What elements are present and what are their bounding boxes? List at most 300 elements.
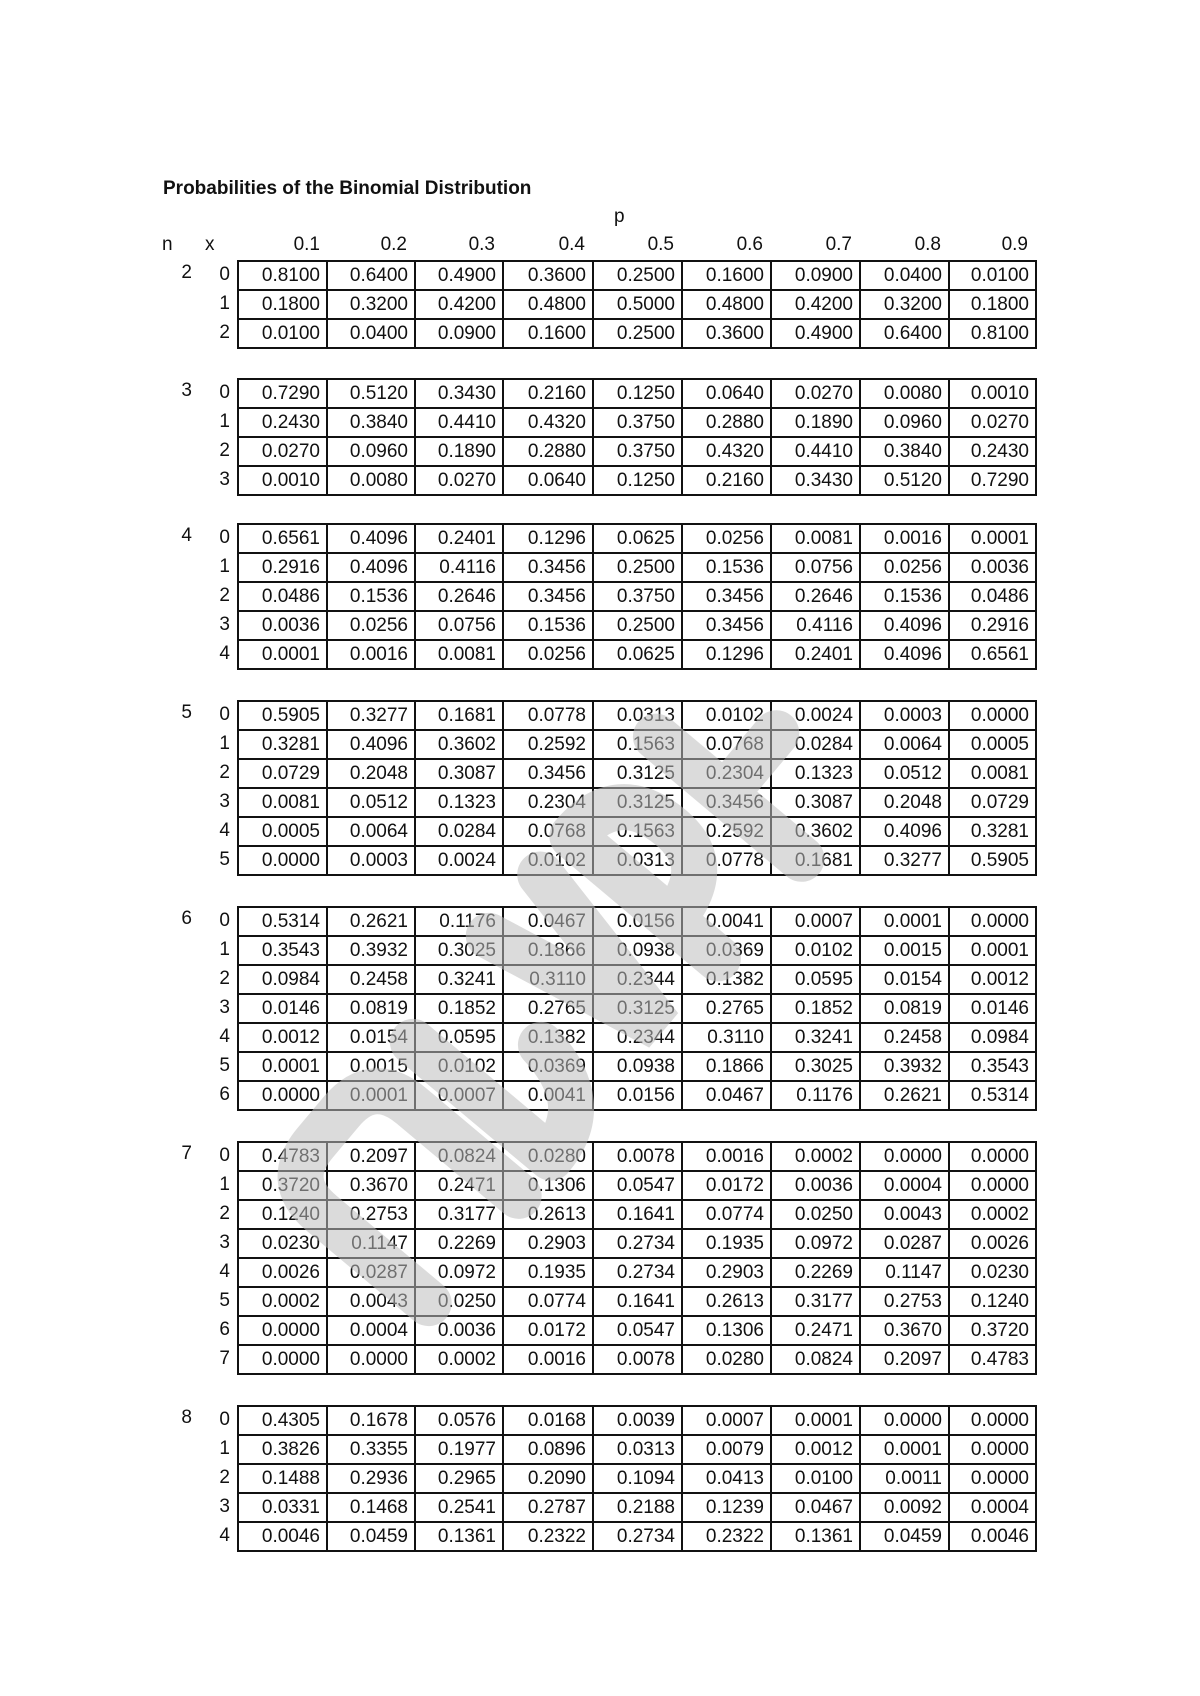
probability-cell: 0.2592 xyxy=(503,730,593,759)
probability-cell: 0.0001 xyxy=(860,907,949,936)
table-row xyxy=(238,936,1036,965)
probability-cell: 0.3670 xyxy=(327,1171,415,1200)
x-label: 1 xyxy=(219,1174,230,1195)
probability-cell: 0.2880 xyxy=(682,408,771,437)
probability-cell: 0.0000 xyxy=(949,1171,1036,1200)
probability-cell: 0.1176 xyxy=(771,1081,860,1110)
n-label: 2 xyxy=(181,262,192,283)
probability-cell: 0.0026 xyxy=(238,1258,327,1287)
probability-cell: 0.2471 xyxy=(415,1171,503,1200)
probability-cell: 0.0041 xyxy=(682,907,771,936)
probability-cell: 0.0287 xyxy=(860,1229,949,1258)
probability-cell: 0.1800 xyxy=(238,290,327,319)
n-label: 7 xyxy=(181,1143,192,1164)
x-label: 4 xyxy=(219,1261,230,1282)
probability-cell: 0.0092 xyxy=(860,1493,949,1522)
table-row xyxy=(238,730,1036,759)
probability-cell: 0.0007 xyxy=(771,907,860,936)
x-label: 1 xyxy=(219,733,230,754)
x-label: 4 xyxy=(219,820,230,841)
x-label: 2 xyxy=(219,585,230,606)
probability-cell: 0.3456 xyxy=(682,788,771,817)
probability-cell: 0.0172 xyxy=(503,1316,593,1345)
probability-cell: 0.1323 xyxy=(771,759,860,788)
probability-cell: 0.0010 xyxy=(238,466,327,495)
probability-cell: 0.0313 xyxy=(593,846,682,875)
n-label: 3 xyxy=(181,380,192,401)
probability-cell: 0.0000 xyxy=(949,907,1036,936)
probability-cell: 0.2646 xyxy=(771,582,860,611)
probability-cell: 0.0015 xyxy=(860,936,949,965)
table-row xyxy=(238,1406,1036,1435)
probability-cell: 0.2430 xyxy=(238,408,327,437)
probability-cell: 0.0000 xyxy=(238,1316,327,1345)
probability-cell: 0.0102 xyxy=(771,936,860,965)
probability-cell: 0.3281 xyxy=(238,730,327,759)
probability-cell: 0.2500 xyxy=(593,261,682,290)
probability-cell: 0.0625 xyxy=(593,640,682,669)
probability-cell: 0.3543 xyxy=(949,1052,1036,1081)
probability-table xyxy=(237,260,1037,349)
probability-cell: 0.0768 xyxy=(503,817,593,846)
p-header-0.1: 0.1 xyxy=(293,234,320,255)
probability-cell: 0.0900 xyxy=(771,261,860,290)
probability-table xyxy=(237,378,1037,496)
x-label: 0 xyxy=(219,382,230,403)
probability-cell: 0.4116 xyxy=(415,553,503,582)
probability-table xyxy=(237,906,1037,1111)
p-axis-label: p xyxy=(614,206,625,227)
probability-cell: 0.0000 xyxy=(860,1406,949,1435)
probability-cell: 0.5000 xyxy=(593,290,682,319)
probability-cell: 0.1147 xyxy=(327,1229,415,1258)
p-header-0.3: 0.3 xyxy=(468,234,495,255)
probability-table xyxy=(237,1405,1037,1552)
probability-cell: 0.0778 xyxy=(503,701,593,730)
probability-table xyxy=(237,1141,1037,1375)
probability-cell: 0.0756 xyxy=(771,553,860,582)
probability-cell: 0.3430 xyxy=(771,466,860,495)
probability-cell: 0.5120 xyxy=(327,379,415,408)
probability-cell: 0.0625 xyxy=(593,524,682,553)
probability-cell: 0.2613 xyxy=(503,1200,593,1229)
probability-cell: 0.2344 xyxy=(593,1023,682,1052)
x-label: 0 xyxy=(219,264,230,285)
probability-cell: 0.0102 xyxy=(503,846,593,875)
probability-cell: 0.2458 xyxy=(327,965,415,994)
probability-cell: 0.1176 xyxy=(415,907,503,936)
probability-cell: 0.1641 xyxy=(593,1200,682,1229)
probability-cell: 0.3125 xyxy=(593,759,682,788)
p-header-0.4: 0.4 xyxy=(558,234,585,255)
x-label: 1 xyxy=(219,1438,230,1459)
table-row xyxy=(238,379,1036,408)
probability-cell: 0.5905 xyxy=(238,701,327,730)
probability-cell: 0.3087 xyxy=(415,759,503,788)
probability-cell: 0.0016 xyxy=(327,640,415,669)
probability-cell: 0.0000 xyxy=(238,1081,327,1110)
probability-cell: 0.1382 xyxy=(503,1023,593,1052)
table-row xyxy=(238,788,1036,817)
p-header-0.9: 0.9 xyxy=(1001,234,1028,255)
probability-cell: 0.0007 xyxy=(415,1081,503,1110)
probability-cell: 0.0000 xyxy=(949,1406,1036,1435)
probability-cell: 0.0100 xyxy=(771,1464,860,1493)
x-label: 3 xyxy=(219,469,230,490)
probability-cell: 0.0081 xyxy=(238,788,327,817)
probability-cell: 0.4200 xyxy=(415,290,503,319)
probability-cell: 0.1296 xyxy=(682,640,771,669)
probability-cell: 0.0081 xyxy=(949,759,1036,788)
probability-cell: 0.3600 xyxy=(682,319,771,348)
probability-cell: 0.0043 xyxy=(327,1287,415,1316)
probability-cell: 0.0146 xyxy=(238,994,327,1023)
probability-cell: 0.0010 xyxy=(949,379,1036,408)
probability-cell: 0.2916 xyxy=(238,553,327,582)
probability-cell: 0.1600 xyxy=(682,261,771,290)
probability-cell: 0.0156 xyxy=(593,1081,682,1110)
table-row xyxy=(238,1171,1036,1200)
probability-cell: 0.1323 xyxy=(415,788,503,817)
probability-cell: 0.8100 xyxy=(238,261,327,290)
x-label: 1 xyxy=(219,293,230,314)
probability-cell: 0.0256 xyxy=(682,524,771,553)
probability-cell: 0.2753 xyxy=(860,1287,949,1316)
probability-cell: 0.2097 xyxy=(860,1345,949,1374)
x-label: 3 xyxy=(219,791,230,812)
probability-cell: 0.1563 xyxy=(593,817,682,846)
probability-cell: 0.6561 xyxy=(238,524,327,553)
table-row xyxy=(238,437,1036,466)
table-row xyxy=(238,408,1036,437)
probability-cell: 0.3241 xyxy=(771,1023,860,1052)
probability-cell: 0.1935 xyxy=(503,1258,593,1287)
x-label: 0 xyxy=(219,527,230,548)
probability-cell: 0.0016 xyxy=(682,1142,771,1171)
probability-cell: 0.2500 xyxy=(593,319,682,348)
probability-cell: 0.0369 xyxy=(503,1052,593,1081)
probability-cell: 0.0576 xyxy=(415,1406,503,1435)
probability-cell: 0.3241 xyxy=(415,965,503,994)
probability-cell: 0.2097 xyxy=(327,1142,415,1171)
probability-cell: 0.0960 xyxy=(860,408,949,437)
probability-cell: 0.4320 xyxy=(682,437,771,466)
probability-cell: 0.0972 xyxy=(771,1229,860,1258)
probability-cell: 0.5120 xyxy=(860,466,949,495)
x-label: 2 xyxy=(219,762,230,783)
probability-cell: 0.0026 xyxy=(949,1229,1036,1258)
probability-cell: 0.6400 xyxy=(327,261,415,290)
probability-cell: 0.0102 xyxy=(682,701,771,730)
n-label: 5 xyxy=(181,702,192,723)
probability-cell: 0.1563 xyxy=(593,730,682,759)
probability-cell: 0.0024 xyxy=(415,846,503,875)
probability-cell: 0.4320 xyxy=(503,408,593,437)
probability-cell: 0.0313 xyxy=(593,1435,682,1464)
probability-cell: 0.0256 xyxy=(503,640,593,669)
probability-cell: 0.1488 xyxy=(238,1464,327,1493)
n-label: 4 xyxy=(181,525,192,546)
probability-cell: 0.3456 xyxy=(682,611,771,640)
probability-cell: 0.1536 xyxy=(503,611,593,640)
probability-cell: 0.0079 xyxy=(682,1435,771,1464)
probability-cell: 0.0824 xyxy=(771,1345,860,1374)
probability-cell: 0.0512 xyxy=(327,788,415,817)
probability-cell: 0.3932 xyxy=(860,1052,949,1081)
probability-cell: 0.0000 xyxy=(238,846,327,875)
probability-cell: 0.0080 xyxy=(860,379,949,408)
probability-cell: 0.2322 xyxy=(682,1522,771,1551)
probability-cell: 0.0154 xyxy=(327,1023,415,1052)
probability-cell: 0.3277 xyxy=(327,701,415,730)
probability-cell: 0.3430 xyxy=(415,379,503,408)
probability-cell: 0.1536 xyxy=(327,582,415,611)
probability-cell: 0.0774 xyxy=(503,1287,593,1316)
probability-cell: 0.0547 xyxy=(593,1316,682,1345)
probability-cell: 0.0270 xyxy=(949,408,1036,437)
probability-cell: 0.0016 xyxy=(860,524,949,553)
probability-cell: 0.4783 xyxy=(238,1142,327,1171)
n-label: 8 xyxy=(181,1407,192,1428)
x-label: 2 xyxy=(219,1467,230,1488)
probability-cell: 0.0640 xyxy=(682,379,771,408)
p-header-0.6: 0.6 xyxy=(736,234,763,255)
probability-cell: 0.6561 xyxy=(949,640,1036,669)
probability-cell: 0.2916 xyxy=(949,611,1036,640)
probability-cell: 0.2734 xyxy=(593,1522,682,1551)
probability-cell: 0.0960 xyxy=(327,437,415,466)
probability-cell: 0.2090 xyxy=(503,1464,593,1493)
probability-cell: 0.2936 xyxy=(327,1464,415,1493)
probability-cell: 0.1361 xyxy=(415,1522,503,1551)
probability-cell: 0.3456 xyxy=(682,582,771,611)
probability-cell: 0.4800 xyxy=(503,290,593,319)
probability-cell: 0.0081 xyxy=(415,640,503,669)
table-row xyxy=(238,1229,1036,1258)
probability-table xyxy=(237,523,1037,670)
probability-cell: 0.2621 xyxy=(327,907,415,936)
probability-cell: 0.0486 xyxy=(238,582,327,611)
probability-cell: 0.4096 xyxy=(860,817,949,846)
probability-cell: 0.0102 xyxy=(415,1052,503,1081)
probability-cell: 0.2613 xyxy=(682,1287,771,1316)
probability-cell: 0.0156 xyxy=(593,907,682,936)
probability-cell: 0.3750 xyxy=(593,582,682,611)
probability-cell: 0.0064 xyxy=(860,730,949,759)
table-row xyxy=(238,553,1036,582)
table-row xyxy=(238,1316,1036,1345)
probability-cell: 0.0256 xyxy=(327,611,415,640)
probability-cell: 0.3720 xyxy=(949,1316,1036,1345)
x-label: 2 xyxy=(219,968,230,989)
x-label: 4 xyxy=(219,643,230,664)
probability-cell: 0.4116 xyxy=(771,611,860,640)
probability-cell: 0.0256 xyxy=(860,553,949,582)
x-label: 5 xyxy=(219,849,230,870)
probability-cell: 0.0041 xyxy=(503,1081,593,1110)
probability-cell: 0.3125 xyxy=(593,788,682,817)
probability-cell: 0.0004 xyxy=(949,1493,1036,1522)
probability-cell: 0.4200 xyxy=(771,290,860,319)
probability-cell: 0.0250 xyxy=(415,1287,503,1316)
probability-cell: 0.0595 xyxy=(771,965,860,994)
x-label: 4 xyxy=(219,1026,230,1047)
probability-cell: 0.3543 xyxy=(238,936,327,965)
probability-cell: 0.0459 xyxy=(860,1522,949,1551)
table-row xyxy=(238,1493,1036,1522)
probability-cell: 0.3281 xyxy=(949,817,1036,846)
probability-cell: 0.2734 xyxy=(593,1258,682,1287)
probability-cell: 0.0036 xyxy=(771,1171,860,1200)
probability-cell: 0.7290 xyxy=(238,379,327,408)
probability-cell: 0.0002 xyxy=(771,1142,860,1171)
probability-cell: 0.0000 xyxy=(949,1435,1036,1464)
probability-cell: 0.0819 xyxy=(860,994,949,1023)
table-row xyxy=(238,611,1036,640)
probability-cell: 0.0046 xyxy=(238,1522,327,1551)
probability-cell: 0.0486 xyxy=(949,582,1036,611)
probability-cell: 0.0001 xyxy=(771,1406,860,1435)
table-row xyxy=(238,1142,1036,1171)
p-header-0.7: 0.7 xyxy=(825,234,852,255)
probability-cell: 0.0036 xyxy=(949,553,1036,582)
probability-cell: 0.0270 xyxy=(771,379,860,408)
probability-cell: 0.3277 xyxy=(860,846,949,875)
probability-cell: 0.8100 xyxy=(949,319,1036,348)
probability-cell: 0.2471 xyxy=(771,1316,860,1345)
x-label: 0 xyxy=(219,1409,230,1430)
probability-cell: 0.0003 xyxy=(860,701,949,730)
x-label: 5 xyxy=(219,1055,230,1076)
probability-cell: 0.0467 xyxy=(771,1493,860,1522)
probability-cell: 0.1536 xyxy=(682,553,771,582)
probability-cell: 0.0039 xyxy=(593,1406,682,1435)
probability-cell: 0.0284 xyxy=(415,817,503,846)
probability-cell: 0.0000 xyxy=(238,1345,327,1374)
probability-cell: 0.2734 xyxy=(593,1229,682,1258)
probability-cell: 0.4410 xyxy=(415,408,503,437)
table-row xyxy=(238,817,1036,846)
probability-cell: 0.3602 xyxy=(771,817,860,846)
probability-cell: 0.1382 xyxy=(682,965,771,994)
probability-cell: 0.0001 xyxy=(327,1081,415,1110)
table-row xyxy=(238,1287,1036,1316)
probability-cell: 0.3826 xyxy=(238,1435,327,1464)
probability-cell: 0.4096 xyxy=(327,553,415,582)
probability-cell: 0.0078 xyxy=(593,1345,682,1374)
x-label: 3 xyxy=(219,997,230,1018)
probability-cell: 0.2269 xyxy=(771,1258,860,1287)
probability-cell: 0.1852 xyxy=(415,994,503,1023)
probability-cell: 0.2592 xyxy=(682,817,771,846)
probability-cell: 0.2753 xyxy=(327,1200,415,1229)
probability-cell: 0.1296 xyxy=(503,524,593,553)
probability-cell: 0.1468 xyxy=(327,1493,415,1522)
probability-table xyxy=(237,700,1037,876)
probability-cell: 0.0287 xyxy=(327,1258,415,1287)
probability-cell: 0.1681 xyxy=(771,846,860,875)
probability-cell: 0.0012 xyxy=(771,1435,860,1464)
p-header-0.8: 0.8 xyxy=(914,234,941,255)
probability-cell: 0.2787 xyxy=(503,1493,593,1522)
probability-cell: 0.3456 xyxy=(503,759,593,788)
probability-cell: 0.3110 xyxy=(503,965,593,994)
x-label: 1 xyxy=(219,411,230,432)
probability-cell: 0.2765 xyxy=(682,994,771,1023)
n-label: 6 xyxy=(181,908,192,929)
probability-cell: 0.1240 xyxy=(238,1200,327,1229)
probability-cell: 0.0016 xyxy=(503,1345,593,1374)
probability-cell: 0.0331 xyxy=(238,1493,327,1522)
probability-cell: 0.0036 xyxy=(238,611,327,640)
x-label: 7 xyxy=(219,1348,230,1369)
probability-cell: 0.0938 xyxy=(593,1052,682,1081)
probability-cell: 0.2048 xyxy=(327,759,415,788)
x-label: 3 xyxy=(219,1496,230,1517)
probability-cell: 0.3932 xyxy=(327,936,415,965)
probability-cell: 0.2765 xyxy=(503,994,593,1023)
probability-cell: 0.0001 xyxy=(238,1052,327,1081)
probability-cell: 0.4410 xyxy=(771,437,860,466)
probability-cell: 0.0080 xyxy=(327,466,415,495)
probability-cell: 0.0043 xyxy=(860,1200,949,1229)
probability-cell: 0.4305 xyxy=(238,1406,327,1435)
table-row xyxy=(238,1522,1036,1551)
probability-cell: 0.0774 xyxy=(682,1200,771,1229)
probability-cell: 0.3750 xyxy=(593,437,682,466)
probability-cell: 0.0230 xyxy=(949,1258,1036,1287)
probability-cell: 0.3456 xyxy=(503,582,593,611)
probability-cell: 0.0081 xyxy=(771,524,860,553)
probability-cell: 0.0250 xyxy=(771,1200,860,1229)
probability-cell: 0.0270 xyxy=(415,466,503,495)
probability-cell: 0.0100 xyxy=(238,319,327,348)
probability-cell: 0.0547 xyxy=(593,1171,682,1200)
probability-cell: 0.1681 xyxy=(415,701,503,730)
probability-cell: 0.0778 xyxy=(682,846,771,875)
probability-cell: 0.0168 xyxy=(503,1406,593,1435)
probability-cell: 0.0369 xyxy=(682,936,771,965)
probability-cell: 0.1935 xyxy=(682,1229,771,1258)
probability-cell: 0.2646 xyxy=(415,582,503,611)
table-row xyxy=(238,1258,1036,1287)
probability-cell: 0.0046 xyxy=(949,1522,1036,1551)
probability-cell: 0.0003 xyxy=(327,846,415,875)
probability-cell: 0.0459 xyxy=(327,1522,415,1551)
probability-cell: 0.0001 xyxy=(860,1435,949,1464)
probability-cell: 0.2541 xyxy=(415,1493,503,1522)
probability-cell: 0.5314 xyxy=(949,1081,1036,1110)
x-label: 2 xyxy=(219,440,230,461)
probability-cell: 0.1306 xyxy=(503,1171,593,1200)
probability-cell: 0.3720 xyxy=(238,1171,327,1200)
probability-cell: 0.0005 xyxy=(238,817,327,846)
probability-cell: 0.0001 xyxy=(949,524,1036,553)
probability-cell: 0.2500 xyxy=(593,611,682,640)
probability-cell: 0.2903 xyxy=(682,1258,771,1287)
probability-cell: 0.0154 xyxy=(860,965,949,994)
probability-cell: 0.3125 xyxy=(593,994,682,1023)
probability-cell: 0.0938 xyxy=(593,936,682,965)
probability-cell: 0.0824 xyxy=(415,1142,503,1171)
probability-cell: 0.0002 xyxy=(415,1345,503,1374)
probability-cell: 0.2903 xyxy=(503,1229,593,1258)
table-row xyxy=(238,1464,1036,1493)
probability-cell: 0.3840 xyxy=(327,408,415,437)
probability-cell: 0.0413 xyxy=(682,1464,771,1493)
probability-cell: 0.2880 xyxy=(503,437,593,466)
x-label: 1 xyxy=(219,939,230,960)
